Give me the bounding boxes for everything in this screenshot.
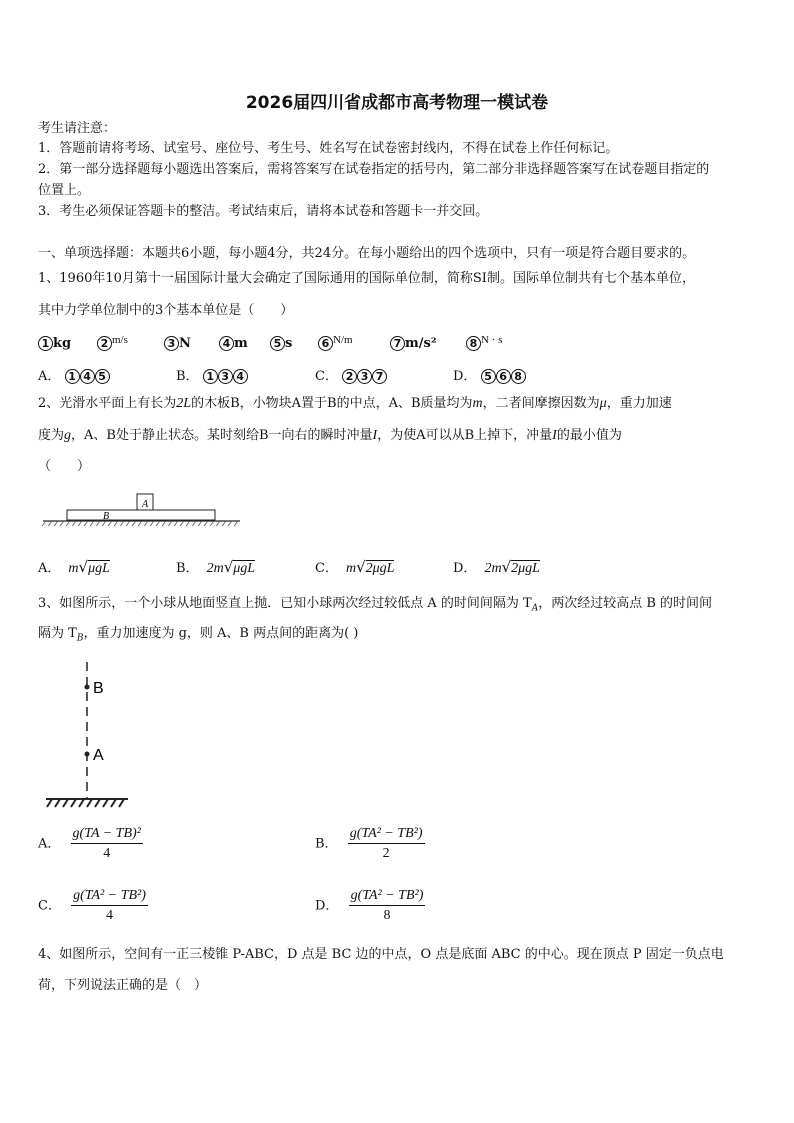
board-b <box>67 510 215 520</box>
circled-number: 3 <box>218 369 233 384</box>
circled-number: 4 <box>233 369 248 384</box>
q1-option-b[interactable] <box>176 365 248 384</box>
circled-number: 1 <box>203 369 218 384</box>
option-coef: 2m <box>206 561 224 576</box>
option-radicand: 2μgL <box>365 561 395 576</box>
q1-stem-line2: 其中力学单位制中的3个基本单位是（ ） <box>38 303 294 318</box>
q3-option-b[interactable] <box>315 826 425 862</box>
q1-unit <box>38 336 71 352</box>
point-b <box>85 685 90 690</box>
q1-unit <box>466 332 502 352</box>
block-a-label: A <box>141 499 149 510</box>
page-title: 2026届四川省成都市高考物理一模试卷 <box>245 93 549 113</box>
q2-stem-line2: 度为g，A、B处于静止状态。某时刻给B一向右的瞬时冲量I，为使A可以从B上掉下，冲量I的最小值为 <box>38 428 622 443</box>
unit-label: N · s <box>481 334 503 346</box>
q1-unit <box>318 332 353 352</box>
option-fraction <box>349 888 426 924</box>
fraction-numerator: g(TA² − TB²) <box>71 888 148 906</box>
q2-option-c[interactable]: C． m√2μgL <box>315 558 395 576</box>
circled-number: 7 <box>390 336 405 351</box>
q1-unit <box>390 336 437 352</box>
unit-label: m/s² <box>405 336 437 351</box>
unit-label: N <box>179 336 191 351</box>
board-b-label: B <box>102 511 110 522</box>
fraction-denominator: 8 <box>383 908 391 923</box>
option-coef: 2m <box>484 561 502 576</box>
notice-item: 2．第一部分选择题每小题选出答案后，需将答案写在试卷指定的括号内，第二部分非选择题答案写在试卷题目指定的 <box>38 162 710 177</box>
circled-number: 1 <box>65 369 80 384</box>
q3-stem-line2: 隔为 $T_B$，重力加速度为 g，则 A、B 两点间的距离为( ) <box>38 626 359 644</box>
q2-stem-line3: （ ） <box>38 459 91 474</box>
section-heading: 一、单项选择题：本题共6小题，每小题4分，共24分。在每小题给出的四个选项中，只有一项是符合题目要求的。 <box>38 246 696 261</box>
option-letter: A． <box>38 836 61 852</box>
ground-hatch <box>47 799 124 807</box>
q3-option-d[interactable] <box>315 888 425 924</box>
option-fraction <box>348 826 425 862</box>
unit-label: N/m <box>333 334 353 346</box>
circled-number: 2 <box>97 336 112 351</box>
notice-heading: 考生请注意： <box>38 121 117 136</box>
circled-number: 1 <box>38 336 53 351</box>
unit-label: kg <box>53 336 72 351</box>
option-letter: B． <box>176 369 199 384</box>
option-fraction <box>71 826 143 862</box>
q2-option-d[interactable]: D． 2m√2μgL <box>453 558 540 576</box>
point-a-label: A <box>93 747 104 764</box>
ground-hatch <box>42 521 238 526</box>
circled-number: 4 <box>219 336 234 351</box>
option-coef: m <box>345 561 357 576</box>
option-letter: D． <box>453 561 477 576</box>
q1-option-a[interactable] <box>38 365 110 384</box>
q1-stem-line1: 1、1960年10月第十一届国际计量大会确定了国际通用的国际单位制，简称SI制。国际单位制共有七个基本单位， <box>38 271 695 286</box>
option-letter: C． <box>38 898 61 914</box>
q2-option-a[interactable]: A． m√μgL <box>38 558 110 576</box>
circled-number: 3 <box>164 336 179 351</box>
q4-stem-line1: 4、如图所示，空间有一正三棱锥 P-ABC，D 点是 BC 边的中点，O 点是底面 ABC 的中心。现在顶点 P 固定一负点电 <box>38 947 724 962</box>
option-letter: C． <box>315 561 338 576</box>
circled-number: 6 <box>496 369 511 384</box>
q4-stem-line2: 荷，下列说法正确的是（ ） <box>38 978 208 993</box>
option-letter: B． <box>315 836 338 852</box>
notice-item: 3．考生必须保证答题卡的整洁。考试结束后，请将本试卷和答题卡一并交回。 <box>38 204 489 219</box>
q1-unit <box>164 336 191 352</box>
circled-number: 5 <box>481 369 496 384</box>
option-letter: D． <box>315 898 339 914</box>
fraction-denominator: 4 <box>106 908 113 923</box>
q3-figure-vertical-throw <box>40 660 140 810</box>
unit-label: m/s <box>112 334 128 346</box>
circled-number: 5 <box>270 336 285 351</box>
unit-label: s <box>285 336 293 351</box>
q3-option-a[interactable] <box>38 826 143 862</box>
fraction-numerator: g(TA² − TB²) <box>349 888 426 906</box>
circled-number: 7 <box>372 369 387 384</box>
option-letter: B． <box>176 561 199 576</box>
option-letter: D． <box>453 369 477 384</box>
circled-number: 8 <box>466 336 481 351</box>
fraction-numerator: g(TA − TB)² <box>71 826 143 844</box>
q1-option-c[interactable] <box>315 365 387 384</box>
option-radicand: μgL <box>233 561 256 576</box>
circled-number: 5 <box>95 369 110 384</box>
q1-option-d[interactable] <box>453 365 526 384</box>
circled-number: 4 <box>80 369 95 384</box>
q2-figure-board-block <box>40 490 245 530</box>
option-coef: m <box>68 561 79 576</box>
q1-unit <box>219 336 248 352</box>
q2-option-b[interactable]: B． 2m√μgL <box>176 558 256 576</box>
point-a <box>85 752 90 757</box>
q1-unit <box>97 332 128 352</box>
point-b-label: B <box>93 680 104 697</box>
circled-number: 8 <box>511 369 526 384</box>
option-radicand: 2μgL <box>511 561 540 576</box>
option-letter: C． <box>315 369 338 384</box>
q3-stem-line1: 3、如图所示，一个小球从地面竖直上抛．已知小球两次经过较低点 A 的时间间隔为 $T_A$，两次经过较高点 B 的时间间 <box>38 596 713 614</box>
circled-number: 3 <box>357 369 372 384</box>
q2-stem-line1: 2、光滑水平面上有长为2L的木板B，小物块A置于B的中点，A、B质量均为m，二者间摩擦因数为μ，重力加速 <box>38 396 672 411</box>
unit-label: m <box>234 336 248 351</box>
notice-item: 位置上。 <box>38 183 91 198</box>
option-letter: A． <box>38 561 61 576</box>
fraction-denominator: 4 <box>103 846 111 861</box>
fraction-numerator: g(TA² − TB²) <box>348 826 425 844</box>
notice-item: 1．答题前请将考场、试室号、座位号、考生号、姓名写在试卷密封线内，不得在试卷上作任何标记。 <box>38 141 619 156</box>
q3-option-c[interactable] <box>38 888 148 924</box>
q1-unit <box>270 336 292 352</box>
option-radicand: μgL <box>88 561 110 576</box>
option-fraction <box>71 888 148 924</box>
option-letter: A． <box>38 369 61 384</box>
circled-number: 2 <box>342 369 357 384</box>
circled-number: 6 <box>318 336 333 351</box>
fraction-denominator: 2 <box>382 846 390 861</box>
